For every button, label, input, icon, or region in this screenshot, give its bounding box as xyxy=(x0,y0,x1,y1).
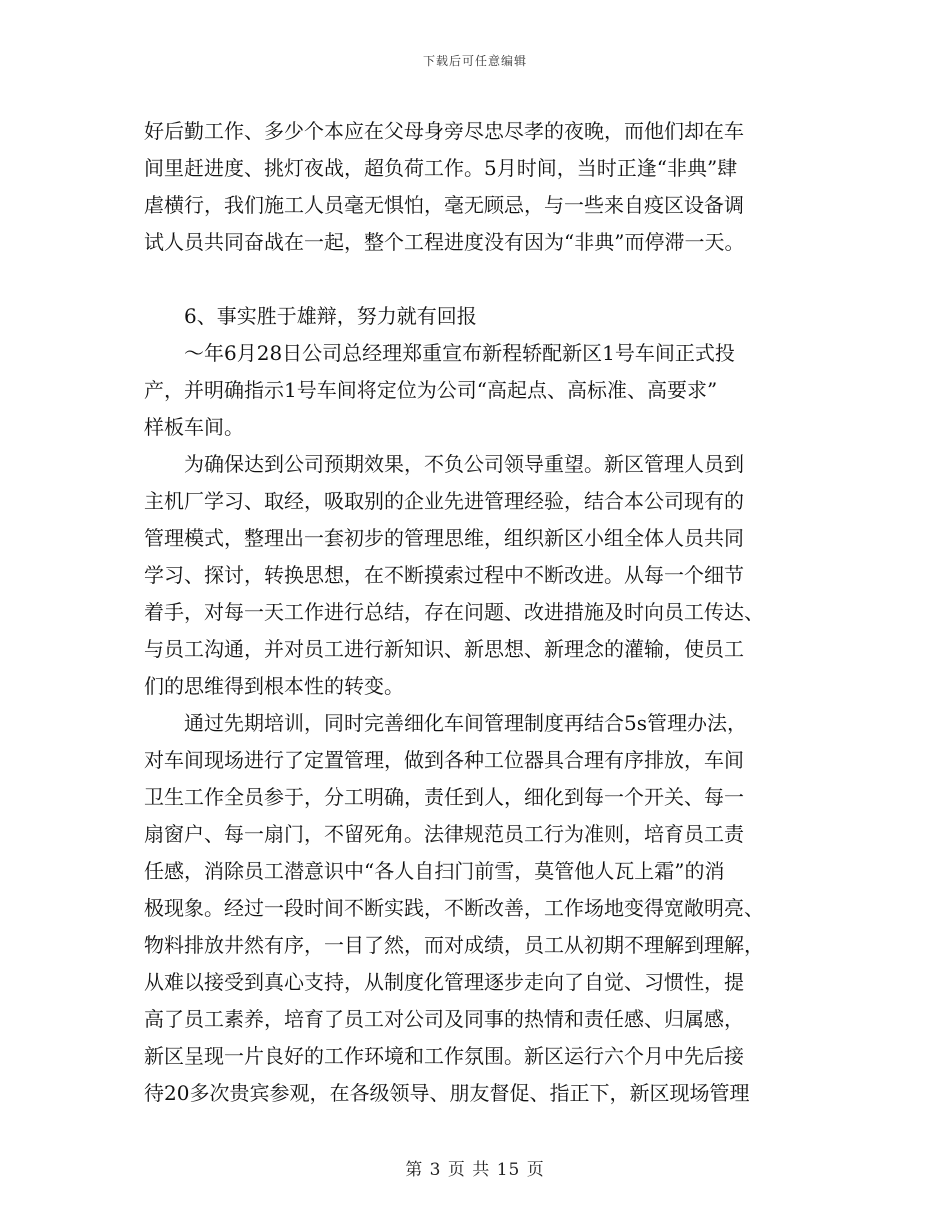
text-line: ～年6月28日公司总经理郑重宣布新程轿配新区1号车间正式投 xyxy=(144,341,735,365)
text-line: 试人员共同奋战在一起，整个工程进度没有因为“非典”而停滞一天。 xyxy=(144,230,745,254)
text-line: 高了员工素养，培育了员工对公司及同事的热情和责任感、归属感， xyxy=(144,1007,744,1031)
text-line: 通过先期培训，同时完善细化车间管理制度再结合5s管理办法， xyxy=(144,711,747,735)
text-line: 虐横行，我们施工人员毫无惧怕，毫无顾忌，与一些来自疫区设备调 xyxy=(144,193,744,217)
page-header: 下载后可任意编辑 xyxy=(422,54,527,68)
text-line: 为确保达到公司预期效果，不负公司领导重望。新区管理人员到 xyxy=(144,452,744,476)
text-line: 学习、探讨，转换思想，在不断摸索过程中不断改进。从每一个细节 xyxy=(144,563,744,587)
text-line: 新区呈现一片良好的工作环境和工作氛围。新区运行六个月中先后接 xyxy=(144,1044,744,1068)
text-line: 产，并明确指示1号车间将定位为公司“高起点、高标准、高要求” xyxy=(144,378,718,402)
text-line: 物料排放井然有序，一目了然，而对成绩，员工从初期不理解到理解， xyxy=(144,933,764,957)
text-line: 与员工沟通，并对员工进行新知识、新思想、新理念的灌输，使员工 xyxy=(144,637,744,661)
text-line: 待20多次贵宾参观，在各级领导、朋友督促、指正下，新区现场管理 xyxy=(144,1081,750,1105)
text-line: 极现象。经过一段时间不断实践，不断改善，工作场地变得宽敞明亮、 xyxy=(144,896,764,920)
text-line: 管理模式，整理出一套初步的管理思维，组织新区小组全体人员共同 xyxy=(144,526,744,550)
text-line: 样板车间。 xyxy=(144,415,244,439)
text-line: 间里赶进度、挑灯夜战，超负荷工作。5月时间，当时正逢“非典”肆 xyxy=(144,156,738,180)
document-body xyxy=(144,113,812,1112)
text-line: 着手，对每一天工作进行总结，存在问题、改进措施及时向员工传达、 xyxy=(144,600,764,624)
section-heading: 6、事实胜于雄辩，努力就有回报 xyxy=(144,304,477,328)
text-line: 对车间现场进行了定置管理，做到各种工位器具合理有序排放，车间 xyxy=(144,748,744,772)
text-line: 主机厂学习、取经，吸取别的企业先进管理经验，结合本公司现有的 xyxy=(144,489,744,513)
text-line: 好后勤工作、多少个本应在父母身旁尽忠尽孝的夜晚，而他们却在车 xyxy=(144,119,744,143)
text-line: 任感，消除员工潜意识中“各人自扫门前雪，莫管他人瓦上霜”的消 xyxy=(144,859,725,883)
text-line: 从难以接受到真心支持，从制度化管理逐步走向了自觉、习惯性，提 xyxy=(144,970,744,994)
text-line: 卫生工作全员参于，分工明确，责任到人，细化到每一个开关、每一 xyxy=(144,785,744,809)
text-line: 们的思维得到根本性的转变。 xyxy=(144,674,404,698)
page-number: 第 3 页 共 15 页 xyxy=(405,1160,545,1180)
text-line: 扇窗户、每一扇门，不留死角。法律规范员工行为准则，培育员工责 xyxy=(144,822,744,846)
blank-line xyxy=(144,261,812,298)
